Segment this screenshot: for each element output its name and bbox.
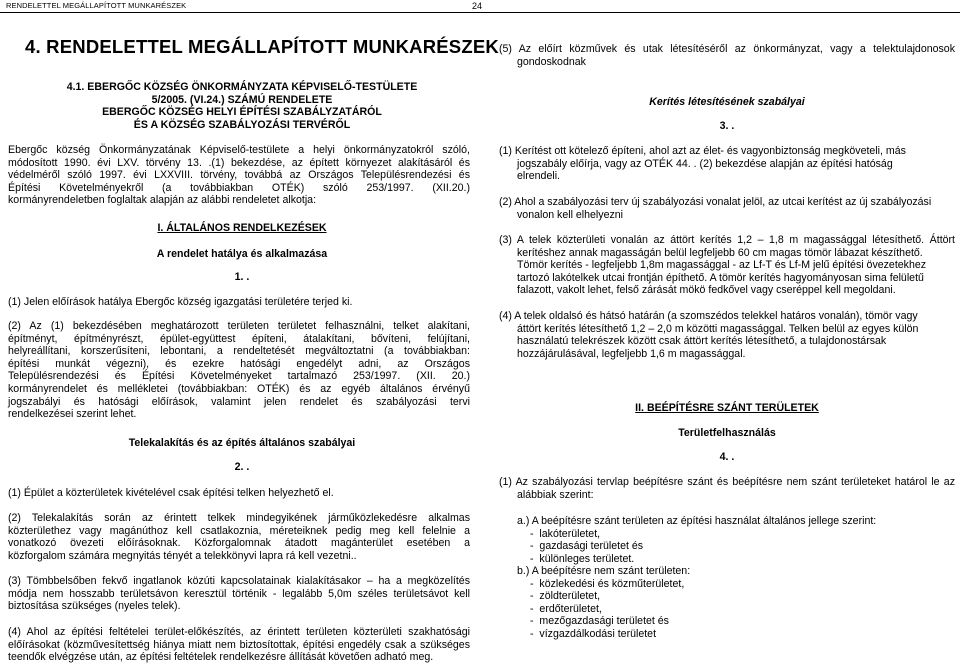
paragraph-line: (2) Ahol a szabályozási terv új szabályozási vonalat jelöl, az utcai kerítést az új szabályozási xyxy=(499,196,932,208)
list-item xyxy=(530,553,955,566)
list-item xyxy=(530,603,955,616)
paragraph-line: biztosítása szükséges (nyeles telek). xyxy=(8,600,181,613)
paragraph xyxy=(8,626,470,664)
preamble-line: Ebergőc község Önkormányzatának Képviselő-testülete a helyi önkormányzatokról szóló, xyxy=(8,144,470,156)
preamble-line: kormányrendeletben foglaltak alapján az alábbi rendeletet alkotja: xyxy=(8,194,317,207)
main-title: 4. RENDELETTEL MEGÁLLAPÍTOTT MUNKARÉSZEK xyxy=(25,36,499,57)
list-item xyxy=(530,590,955,603)
preamble-line: módosított 1990. évi LXV. törvény 13. .(1) bekezdése, az épített környezet alakításáról és xyxy=(8,156,470,169)
paragraph-line: tartozó lakótelkek utcai frontján építhető. A tömör kerítés hagyományosan sima felületű xyxy=(517,271,924,284)
list-item-text: erdőterületet, xyxy=(539,602,602,615)
paragraph xyxy=(499,476,955,501)
list-item xyxy=(530,615,955,628)
header-rule xyxy=(0,12,960,13)
paragraph-line: előírásokat (közművesítettség hiánya miatt nem biztosítottak, építési engedély csak a szükséges xyxy=(8,638,470,651)
paragraph xyxy=(8,512,470,562)
paragraph-line: helyreállítani, korszerűsíteni, lebontani, a rendeltetését megváltoztatni (a továbbiakban: xyxy=(8,345,470,358)
paragraph xyxy=(8,320,470,421)
preamble-line: Építési Követelményekről (a továbbiakban OTÉK) szóló 253/1997. (XII.20.) xyxy=(8,181,470,194)
running-title: RENDELETTEL MEGÁLLAPÍTOTT MUNKARÉSZEK xyxy=(6,1,187,10)
paragraph xyxy=(499,310,955,360)
decree-heading-line: ÉS A KÖZSÉG SZABÁLYOZÁSI TERVÉRŐL xyxy=(133,118,351,131)
paragraph-line: kerítéshez annak magasságán belül legfeljebb 60 cm magas tömör lábazat készíthető. xyxy=(517,246,923,259)
paragraph: (1) Épület a közterületek kivételével csak építési telken helyezhető el. xyxy=(8,487,334,499)
preamble xyxy=(8,144,470,207)
paragraph-line: falazott, vakolt lehet, felső zárását mökö fedkővel vagy cseréppel kell megoldani. xyxy=(517,284,896,297)
section-title: Telekalakítás és az építés általános szabályai xyxy=(128,437,356,449)
chapter-title: II. BEÉPÍTÉSRE SZÁNT TERÜLETEK xyxy=(635,402,819,414)
paragraph-line: vonalon kell elhelyezni xyxy=(517,208,624,221)
list-item-text: zöldterületet, xyxy=(539,590,601,603)
paragraph: (1) Jelen előírások hatálya Ebergőc község igazgatási területére terjed ki. xyxy=(8,296,353,308)
running-header xyxy=(0,0,960,13)
paragraph xyxy=(499,196,955,221)
section-title: Területfelhasználás xyxy=(678,427,776,439)
list-item xyxy=(530,540,955,553)
list-item-text: gazdasági területet és xyxy=(539,540,644,553)
paragraph-line: teendők elvégzése után, az építési feltételek rendelkezésre állítását követően adható meg. xyxy=(8,651,434,664)
decree-heading-line: 4.1. EBERGŐC KÖZSÉG ÖNKORMÁNYZATA KÉPVISELŐ-TESTÜLETE xyxy=(66,81,418,93)
paragraph-line: (4) Ahol az építési feltételei terület-előkészítés, az érintett területen közterületi szakhatósági xyxy=(8,626,470,638)
chapter-title: I. ÁLTALÁNOS RENDELKEZÉSEK xyxy=(157,222,327,234)
dash-icon: - xyxy=(530,577,540,590)
paragraph-line: (4) A telek oldalsó és hátsó határán (a szomszédos telekkel határos vonalán), tömör vagy xyxy=(499,310,918,322)
paragraph-line: rendelkezései szerint lehet. xyxy=(8,408,137,421)
list-item-text: különleges területet. xyxy=(539,552,635,565)
paragraph xyxy=(8,575,470,613)
paragraph-line: Településrendezési és Építési Követelményeket tartalmazó 253/1997. (XII. 20.) xyxy=(8,370,470,383)
dash-icon: - xyxy=(530,527,540,540)
list-b xyxy=(517,565,955,641)
decree-heading xyxy=(8,81,476,131)
paragraph-line: építési munkát végezni), és ezekre hatósági engedélyt adni, az Országos xyxy=(8,357,470,370)
dash-icon: - xyxy=(530,615,540,628)
paragraph-line: (3) A telek közterületi vonalán az áttört kerítés 1,2 – 1,8 m magassággal létesíthető. Áttört xyxy=(499,234,955,246)
section-title: Kerítés létesítésének szabályai xyxy=(649,96,805,108)
paragraph-line: közforgalom számára megnyitás tényét a telekkönyvi lapra rá kell vezetni.. xyxy=(8,549,357,562)
paragraph-line: közterülethez vagy magánúthoz kell csatlakoznia, méreteiknek pedig meg kell felelnie a xyxy=(8,524,470,537)
decree-heading-line: 5/2005. (VI.24.) SZÁMÚ RENDELETE xyxy=(151,93,333,106)
decree-heading-line: EBERGŐC KÖZSÉG HELYI ÉPÍTÉSI SZABÁLYZATÁRÓL xyxy=(102,106,382,119)
dash-icon: - xyxy=(530,627,540,640)
dash-icon: - xyxy=(530,590,540,603)
paragraph-line: (5) Az előírt közművek és utak létesítéséről az önkormányzat, vagy a telektulajdonosok xyxy=(499,43,955,55)
list-item xyxy=(530,528,955,541)
section-number: 3. . xyxy=(719,120,735,132)
section-title: A rendelet hatálya és alkalmazása xyxy=(156,248,328,260)
paragraph-line: Tömör kerítés - legfeljebb 1,8m magassággal - az Lf-T és Lf-M jelű építési övezetekhez xyxy=(517,259,927,272)
paragraph-line: (1) Kerítést ott kötelező építeni, ahol azt az élet- és vagyonbiztonság megköveteli, más xyxy=(499,145,906,157)
paragraph-line: kormányrendelet és mellékletei (továbbiakban: OTÉK) és az egyéb általános érvényű xyxy=(8,382,470,395)
paragraph-line: (3) Tömbbelsőben fekvő ingatlanok közúti kapcsolatainak kialakításakor – ha a megközelítés xyxy=(8,575,470,587)
section-number: 1. . xyxy=(234,271,250,283)
section-number: 4. . xyxy=(719,451,735,463)
section-number: 2. . xyxy=(234,461,250,473)
list-title: b.) A beépítésre nem szánt területen: xyxy=(517,565,691,577)
list-title: a.) A beépítésre szánt területen az építési használat általános jellege szerint: xyxy=(517,515,877,527)
paragraph-line: (2) Az (1) bekezdésében meghatározott területen területet felhasználni, telket alakítani, xyxy=(8,320,470,332)
paragraph-line: hozzájárulásával, legfeljebb 1,6 m magassággal. xyxy=(517,347,746,360)
paragraph-line: jogszabályi és hatósági előírások, valamint jelen rendelet és szabályozási tervi xyxy=(8,395,470,408)
list-item-text: vízgazdálkodási területet xyxy=(539,627,657,640)
paragraph-line: (1) Az szabályozási tervlap beépítésre szánt és beépítésre nem szánt területeket határol le az xyxy=(499,476,955,488)
paragraph xyxy=(499,145,955,183)
list-item-text: közlekedési és közműterületet, xyxy=(539,577,685,590)
paragraph-line: módja nem hosszabb területsávon keresztül történik - legalább 5,0m széles területsávot kell xyxy=(8,587,470,600)
list-item-text: mezőgazdasági területet és xyxy=(539,615,669,628)
dash-icon: - xyxy=(530,540,540,553)
page-number: 24 xyxy=(472,1,483,11)
paragraph-line: gondoskodnak xyxy=(517,55,586,68)
paragraph xyxy=(499,234,955,297)
list-a xyxy=(517,515,955,565)
paragraph-line: jogszabály előírja, vagy az OTÉK 44. . (2) bekezdése alapján az építési hatóság xyxy=(517,157,893,170)
paragraph-line: (2) Telekalakítás során az érintett telkek mindegyikének járműközlekedésre alkalmas xyxy=(8,512,470,524)
paragraph xyxy=(499,43,955,68)
paragraph-line: használatú telekrészek között csak áttört kerítés létesíthető, a tulajdonostársak xyxy=(517,335,887,348)
list-item xyxy=(530,578,955,591)
dash-icon: - xyxy=(530,602,540,615)
paragraph-line: áttört kerítés létesíthető 1,2 – 2,0 m közötti magassággal. Telken belül az egyes külön xyxy=(517,322,919,335)
paragraph-line: elrendeli. xyxy=(517,170,560,183)
paragraph-line: alábbiak szerint: xyxy=(517,488,594,501)
dash-icon: - xyxy=(530,552,540,565)
paragraph-line: építményt, építményrészt, épület-együttest építeni, átalakítani, bővíteni, felújítani, xyxy=(8,332,470,345)
list-item xyxy=(530,628,955,641)
list-item-text: lakóterületet, xyxy=(539,527,601,540)
preamble-line: védelméről szóló 1997. évi LXXVIII. törvény, továbbá az Országos Településrendezési és xyxy=(8,169,470,182)
paragraph-line: vonatkozó övezeti előírásoknak. Közforgalomnak átadott magánterület esetében a xyxy=(8,537,470,550)
